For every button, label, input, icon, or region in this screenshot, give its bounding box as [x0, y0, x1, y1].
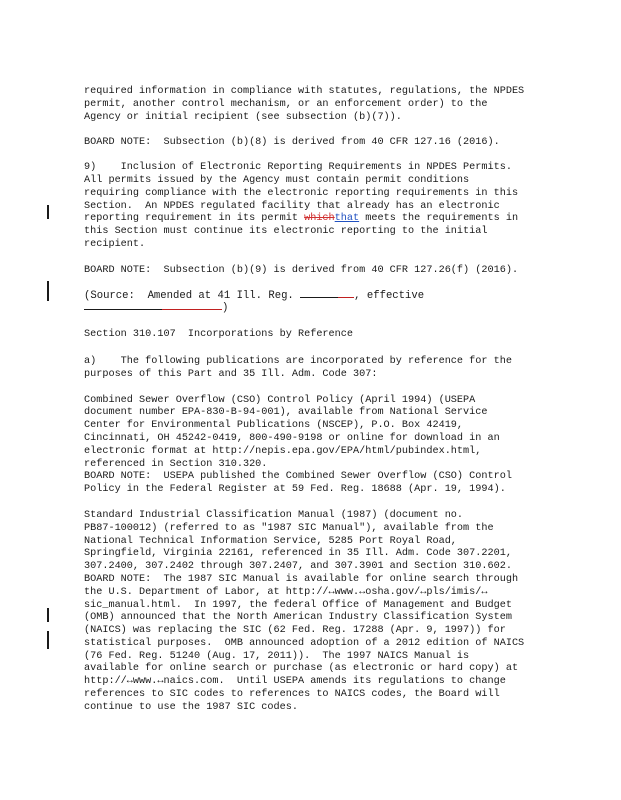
text-line: Center for Environmental Publications (NSCEP), P.O. Box 42419, [84, 420, 464, 432]
subsection-9 [84, 162, 544, 252]
text-line: permit, another control mechanism, or an enforcement order) to the [84, 98, 488, 110]
revision-bar [47, 631, 49, 649]
text-line: recipient. [84, 238, 146, 250]
source-text: , effective [354, 289, 425, 302]
text-line: BOARD NOTE: The 1987 SIC Manual is available for online search through [84, 573, 519, 585]
blank-line-red [162, 309, 222, 310]
source-note [84, 290, 544, 316]
text-line: available for online search or purchase (as electronic or hard copy) at [84, 663, 519, 675]
text-line: requiring compliance with the electronic reporting requirements in this [84, 187, 519, 199]
source-text: (Source: Amended at 41 Ill. Reg. [84, 289, 301, 302]
text-line: the U.S. Department of Labor, at http://↔www.↔osha.gov/↔pls/imis/↔ [84, 586, 488, 598]
revision-bar [47, 281, 49, 301]
text-segment: reporting requirement in its permit [84, 213, 305, 225]
source-text: ) [222, 302, 229, 315]
text-line: http://↔www.↔naics.com. Until USEPA amends its regulations to change [84, 676, 506, 688]
inserted-text: that [334, 213, 360, 225]
text-line: PB87-100012) (referred to as "1987 SIC Manual"), available from the [84, 522, 494, 534]
text-line: Section. An NPDES regulated facility that already has an electronic [84, 200, 500, 212]
text-line: Agency or initial recipient (see subsection (b)(7)). [84, 111, 402, 123]
revision-bar [47, 205, 49, 219]
document-page [84, 86, 544, 728]
text-line-with-edit [84, 213, 544, 226]
revision-bar [47, 608, 49, 622]
blank-line [84, 309, 162, 310]
text-line: (NAICS) was replacing the SIC (62 Fed. Reg. 17288 (Apr. 9, 1997)) for [84, 625, 506, 637]
text-line: a) The following publications are incorporated by reference for the [84, 355, 512, 367]
text-line: Cincinnati, OH 45242-0419, 800-490-9198 or online for download in an [84, 432, 500, 444]
text-line: electronic format at http://nepis.epa.gov/EPA/html/pubindex.html, [84, 445, 482, 457]
text-line: Springfield, Virginia 22161, referenced in 35 Ill. Adm. Code 307.2201, [84, 548, 512, 560]
text-line: statistical purposes. OMB announced adoption of a 2012 edition of NAICS [84, 637, 525, 649]
subsection-a [84, 356, 544, 382]
text-line: Combined Sewer Overflow (CSO) Control Policy (April 1994) (USEPA [84, 394, 476, 406]
text-line: required information in compliance with statutes, regulations, the NPDES [84, 86, 525, 97]
text-line: BOARD NOTE: Subsection (b)(8) is derived from 40 CFR 127.16 (2016). [84, 137, 500, 149]
text-line: (76 Fed. Reg. 51240 (Aug. 17, 2011)). The 1997 NAICS Manual is [84, 650, 470, 662]
board-note [84, 265, 544, 278]
text-line: document number EPA-830-B-94-001), available from National Service [84, 407, 488, 419]
text-line: continue to use the 1987 SIC codes. [84, 701, 298, 713]
blank-line [300, 297, 338, 298]
sic-reference [84, 510, 544, 715]
text-line: All permits issued by the Agency must contain permit conditions [84, 174, 470, 186]
text-line: Policy in the Federal Register at 59 Fed. Reg. 18688 (Apr. 19, 1994). [84, 484, 506, 496]
text-line: references to SIC codes to references to NAICS codes, the Board will [84, 689, 500, 701]
board-note [84, 137, 544, 150]
text-line: 9) Inclusion of Electronic Reporting Requirements in NPDES Permits. [84, 162, 512, 174]
text-line: National Technical Information Service, 5285 Port Royal Road, [84, 535, 457, 547]
text-line: purposes of this Part and 35 Ill. Adm. Code 307: [84, 368, 378, 380]
text-line: Standard Industrial Classification Manual (1987) (document no. [84, 509, 464, 521]
section-heading: Section 310.107 Incorporations by Reference [84, 329, 353, 341]
text-line: sic_manual.html. In 1997, the federal Office of Management and Budget [84, 599, 512, 611]
text-line: BOARD NOTE: Subsection (b)(9) is derived from 40 CFR 127.26(f) (2016). [84, 264, 519, 276]
text-line: this Section must continue its electronic reporting to the initial [84, 226, 488, 238]
cso-reference [84, 395, 544, 497]
deleted-text: which [304, 213, 335, 225]
paragraph-continuation [84, 86, 544, 124]
text-line: referenced in Section 310.320. [84, 458, 268, 470]
blank-line-red [338, 297, 354, 298]
text-line: BOARD NOTE: USEPA published the Combined Sewer Overflow (CSO) Control [84, 471, 512, 483]
text-line: (OMB) announced that the North American Industry Classification System [84, 612, 512, 624]
text-segment: meets the requirements in [359, 213, 519, 225]
text-line: 307.2400, 307.2402 through 307.2407, and 307.3901 and Section 310.602. [84, 561, 512, 573]
